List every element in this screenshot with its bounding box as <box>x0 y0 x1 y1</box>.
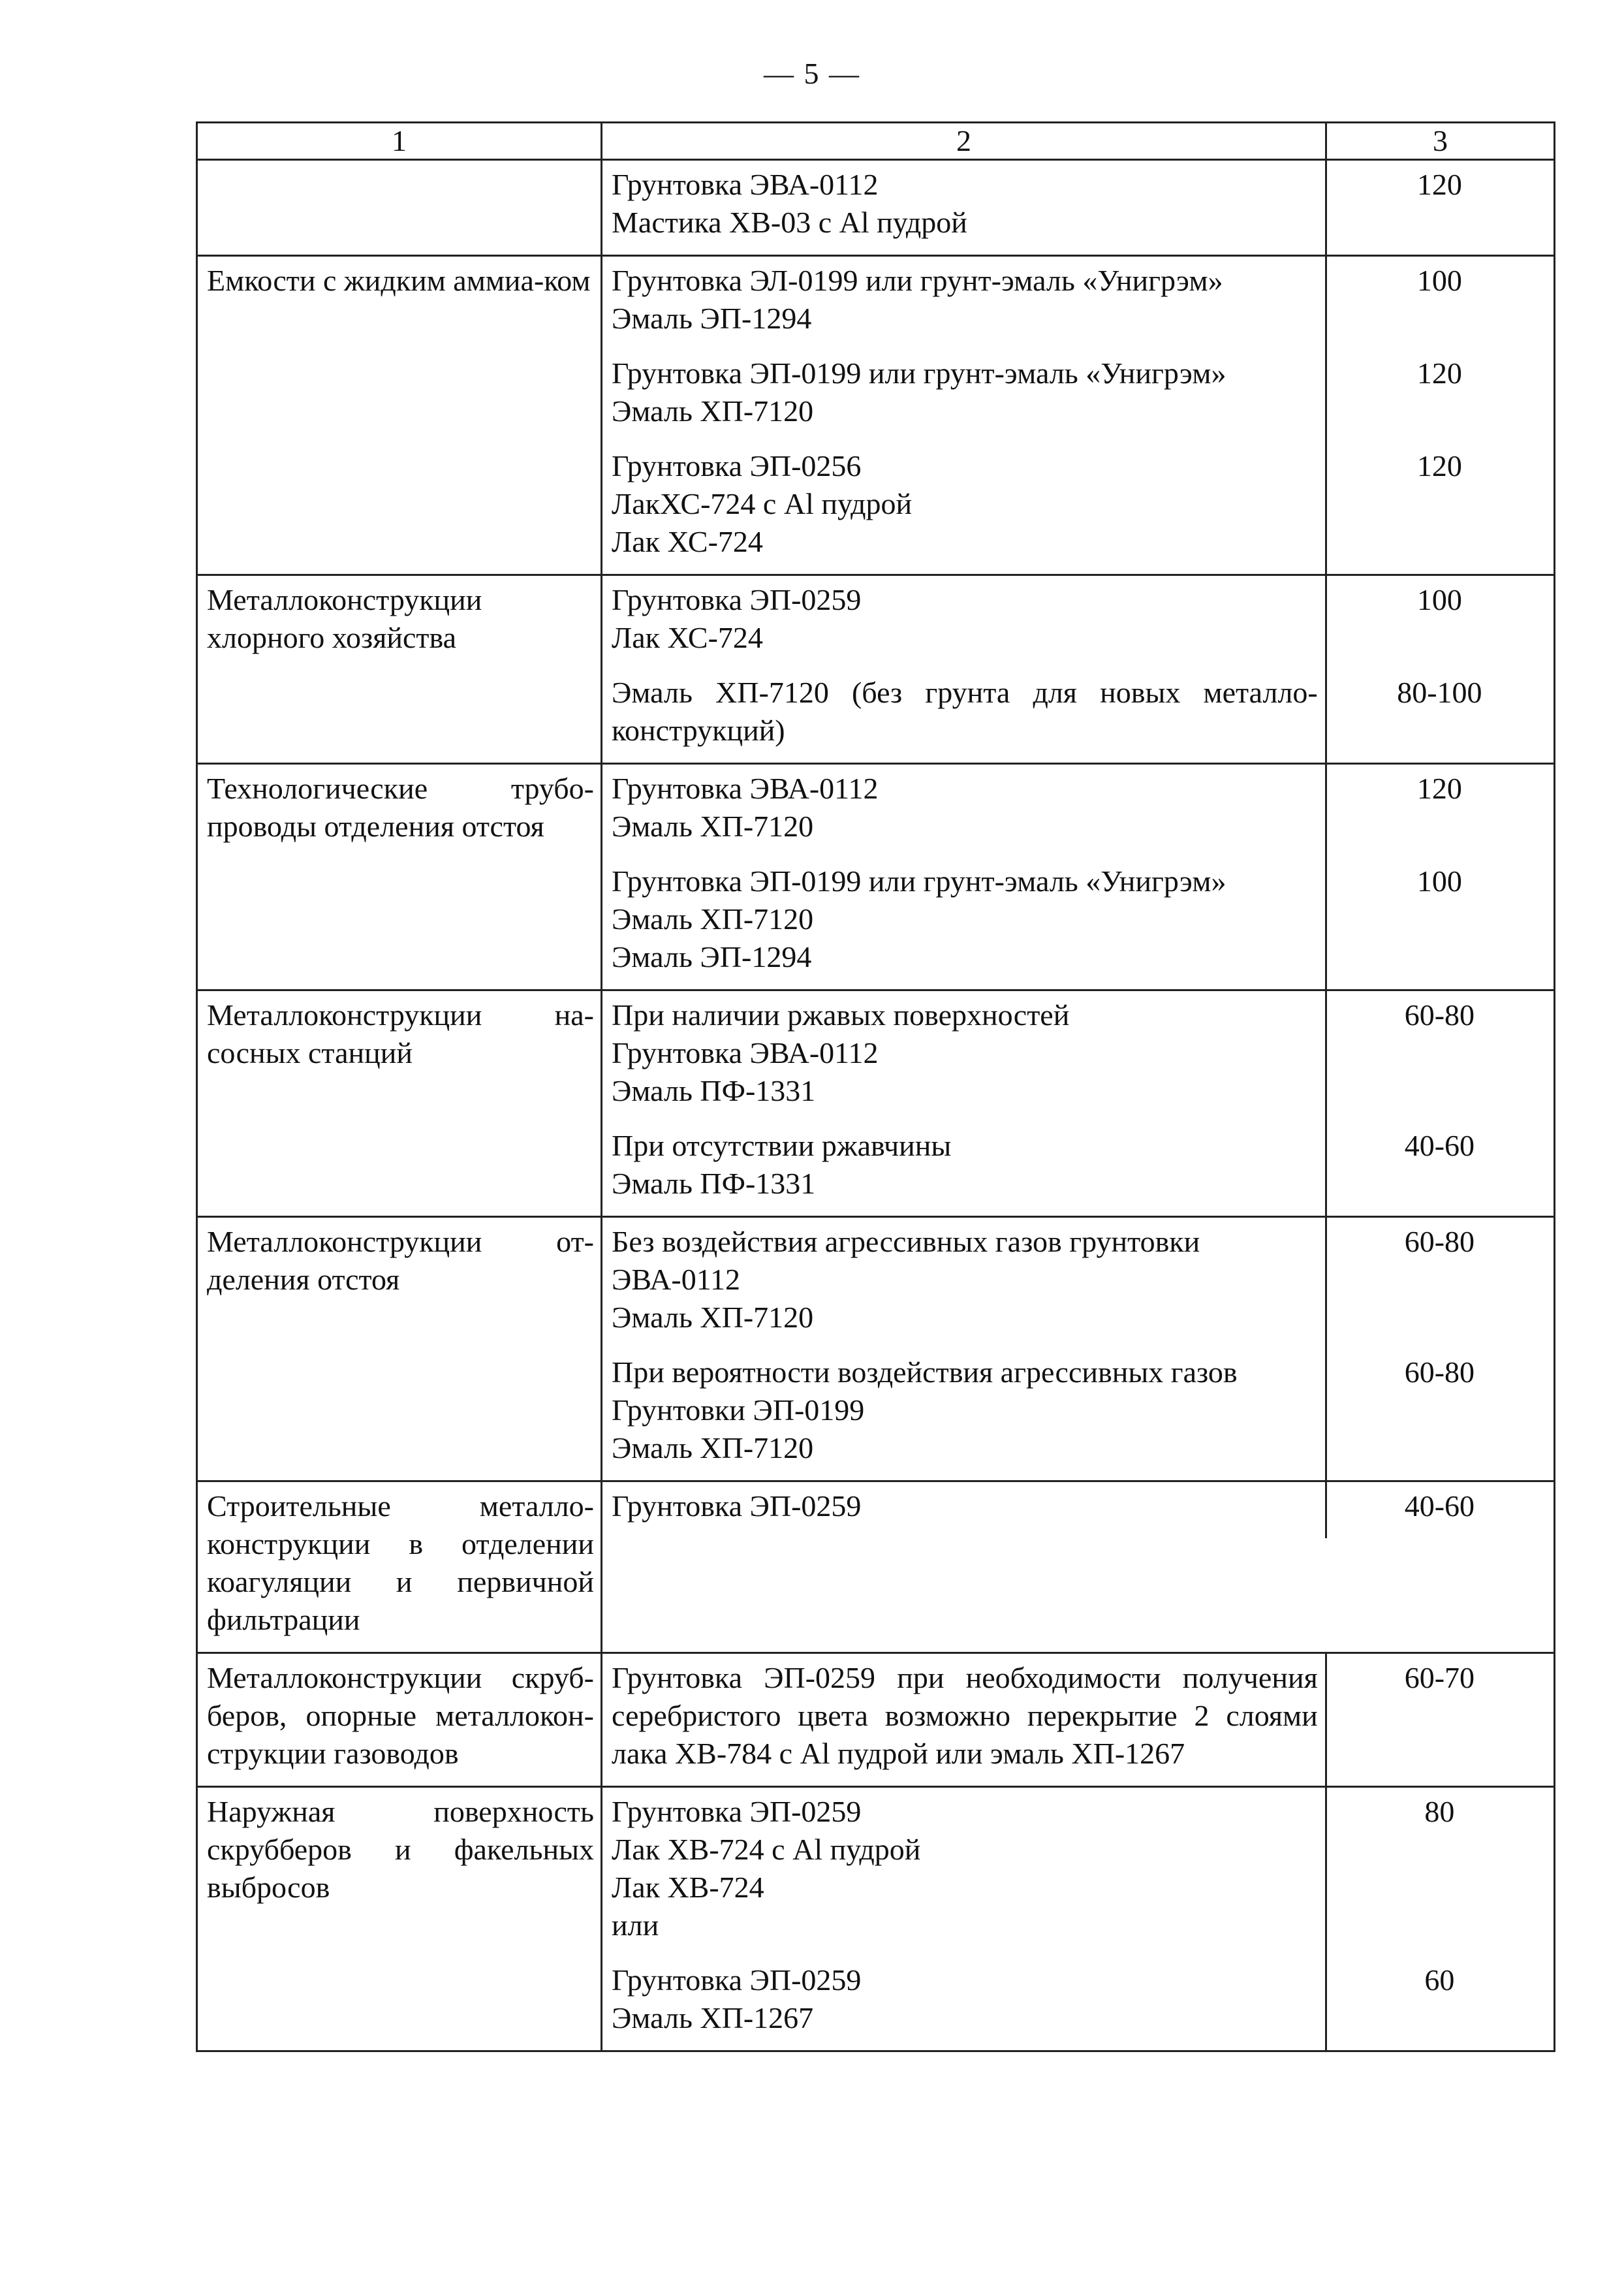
object-name: Емкости с жидким аммиа-ком <box>207 264 591 297</box>
table-row <box>197 1217 1555 1481</box>
coating-materials: Грунтовка ЭП-0259 Лак ХС-724 <box>612 583 862 654</box>
coating-systems-cell <box>602 1481 1555 1653</box>
coating-materials: Грунтовка ЭП-0199 или грунт-эмаль «Унигрэм» Эмаль ХП-7120 Эмаль ЭП-1294 <box>612 864 1226 973</box>
table-header-row <box>197 123 1555 160</box>
coating-thickness: 100 <box>1416 264 1462 297</box>
coating-materials: Грунтовка ЭП-0259 <box>612 1489 862 1523</box>
coating-materials: Грунтовка ЭП-0259 при необходимости получения серебристого цвета возможно перекрытие 2 слоями лака ХВ-784 с Al пудрой или эмаль ХП-1267 <box>612 1661 1318 1770</box>
coating-systems-cell <box>602 160 1555 256</box>
column-divider <box>1325 991 1327 1216</box>
coating-system <box>602 1961 1554 2037</box>
coating-thickness: 120 <box>1416 449 1462 482</box>
coatings-table <box>196 121 1555 2052</box>
table-row <box>197 1653 1555 1787</box>
coating-system <box>602 447 1554 561</box>
coating-thickness: 60-70 <box>1404 1661 1475 1694</box>
column-divider <box>1325 765 1327 989</box>
coating-materials: Грунтовка ЭВА-0112 Мастика ХВ-03 с Al пудрой <box>612 168 967 239</box>
coating-systems-cell <box>602 1653 1555 1787</box>
object-cell <box>197 1787 602 2051</box>
coating-systems-cell <box>602 256 1555 575</box>
coating-system <box>602 166 1554 242</box>
table-row <box>197 1481 1555 1653</box>
coating-systems-cell <box>602 575 1555 764</box>
coating-system <box>602 1127 1554 1203</box>
coating-system <box>602 262 1554 338</box>
coating-thickness: 80 <box>1424 1795 1455 1828</box>
table-row <box>197 990 1555 1217</box>
coating-systems-cell <box>602 1787 1555 2051</box>
object-name: Строительные металло-конструкции в отделении коагуляции и первичной фильтрации <box>207 1489 594 1636</box>
column-divider <box>1325 1788 1327 2050</box>
object-cell <box>197 575 602 764</box>
object-cell <box>197 1217 602 1481</box>
coating-materials: Без воздействия агрессивных газов грунтовки ЭВА-0112 Эмаль ХП-7120 <box>612 1225 1200 1334</box>
column-header: 1 <box>197 123 602 160</box>
coating-materials: Эмаль ХП-7120 (без грунта для новых металло-конструкций) <box>612 676 1318 747</box>
coating-materials: Грунтовка ЭП-0199 или грунт-эмаль «Унигрэм» Эмаль ХП-7120 <box>612 356 1226 428</box>
table-row <box>197 1787 1555 2051</box>
coating-systems-cell <box>602 1217 1555 1481</box>
coating-system <box>602 1659 1554 1773</box>
coating-materials: Грунтовка ЭП-0259 Лак ХВ-724 с Al пудрой Лак ХВ-724 или <box>612 1795 921 1942</box>
column-header: 2 <box>602 123 1326 160</box>
object-cell <box>197 764 602 990</box>
coating-thickness: 100 <box>1416 583 1462 616</box>
coating-materials: При вероятности воздействия агрессивных газов Грунтовки ЭП-0199 Эмаль ХП-7120 <box>612 1355 1238 1464</box>
coating-thickness: 80-100 <box>1397 676 1482 709</box>
coating-system <box>602 1793 1554 1944</box>
table-row <box>197 764 1555 990</box>
object-name: Металлоконструкции скруб-беров, опорные металлокон-струкции газоводов <box>207 1661 594 1770</box>
coating-system <box>602 1223 1554 1336</box>
column-divider <box>1325 257 1327 574</box>
coating-thickness: 100 <box>1416 864 1462 898</box>
coating-system <box>602 862 1554 976</box>
coating-materials: При наличии ржавых поверхностей Грунтовка ЭВА-0112 Эмаль ПФ-1331 <box>612 998 1070 1107</box>
column-divider <box>1325 1218 1327 1480</box>
coating-thickness: 120 <box>1416 168 1462 201</box>
object-name <box>198 161 601 179</box>
object-name: Наружная поверхность скрубберов и факельных выбросов <box>207 1795 594 1904</box>
coating-system <box>602 674 1554 750</box>
coating-system <box>602 996 1554 1110</box>
coating-system <box>602 1353 1554 1467</box>
object-cell <box>197 990 602 1217</box>
table-row <box>197 575 1555 764</box>
column-divider <box>1325 161 1327 255</box>
object-cell <box>197 1481 602 1653</box>
coating-thickness: 40-60 <box>1404 1489 1475 1523</box>
coating-thickness: 40-60 <box>1404 1129 1475 1162</box>
coating-materials: Грунтовка ЭП-0259 Эмаль ХП-1267 <box>612 1963 862 2034</box>
coating-thickness: 120 <box>1416 772 1462 805</box>
coating-system <box>602 581 1554 657</box>
object-cell <box>197 256 602 575</box>
object-name: Металлоконструкции от-деления отстоя <box>207 1225 594 1296</box>
coating-materials: Грунтовка ЭП-0256 ЛакХС-724 с Al пудрой Лак ХС-724 <box>612 449 913 558</box>
column-divider <box>1325 1482 1327 1538</box>
column-divider <box>1325 1654 1327 1786</box>
coating-thickness: 60 <box>1424 1963 1455 1997</box>
coating-thickness: 60-80 <box>1404 998 1475 1032</box>
coating-systems-cell <box>602 764 1555 990</box>
object-cell <box>197 160 602 256</box>
coating-thickness: 120 <box>1416 356 1462 390</box>
coating-thickness: 60-80 <box>1404 1225 1475 1258</box>
coating-thickness: 60-80 <box>1404 1355 1475 1389</box>
page-number: — 5 — <box>764 57 860 90</box>
table-row <box>197 256 1555 575</box>
coating-system <box>602 770 1554 846</box>
table-row <box>197 160 1555 256</box>
coating-materials: Грунтовка ЭЛ-0199 или грунт-эмаль «Унигрэм» Эмаль ЭП-1294 <box>612 264 1223 335</box>
object-name: Металлоконструкции хлорного хозяйства <box>207 583 482 654</box>
object-name: Технологические трубо-проводы отделения отстоя <box>207 772 594 843</box>
column-header: 3 <box>1326 123 1555 160</box>
coating-systems-cell <box>602 990 1555 1217</box>
coating-system <box>602 355 1554 430</box>
coating-materials: При отсутствии ржавчины Эмаль ПФ-1331 <box>612 1129 952 1200</box>
object-name: Металлоконструкции на-сосных станций <box>207 998 594 1069</box>
coating-system <box>602 1487 1554 1525</box>
coating-materials: Грунтовка ЭВА-0112 Эмаль ХП-7120 <box>612 772 879 843</box>
column-divider <box>1325 576 1327 763</box>
object-cell <box>197 1653 602 1787</box>
